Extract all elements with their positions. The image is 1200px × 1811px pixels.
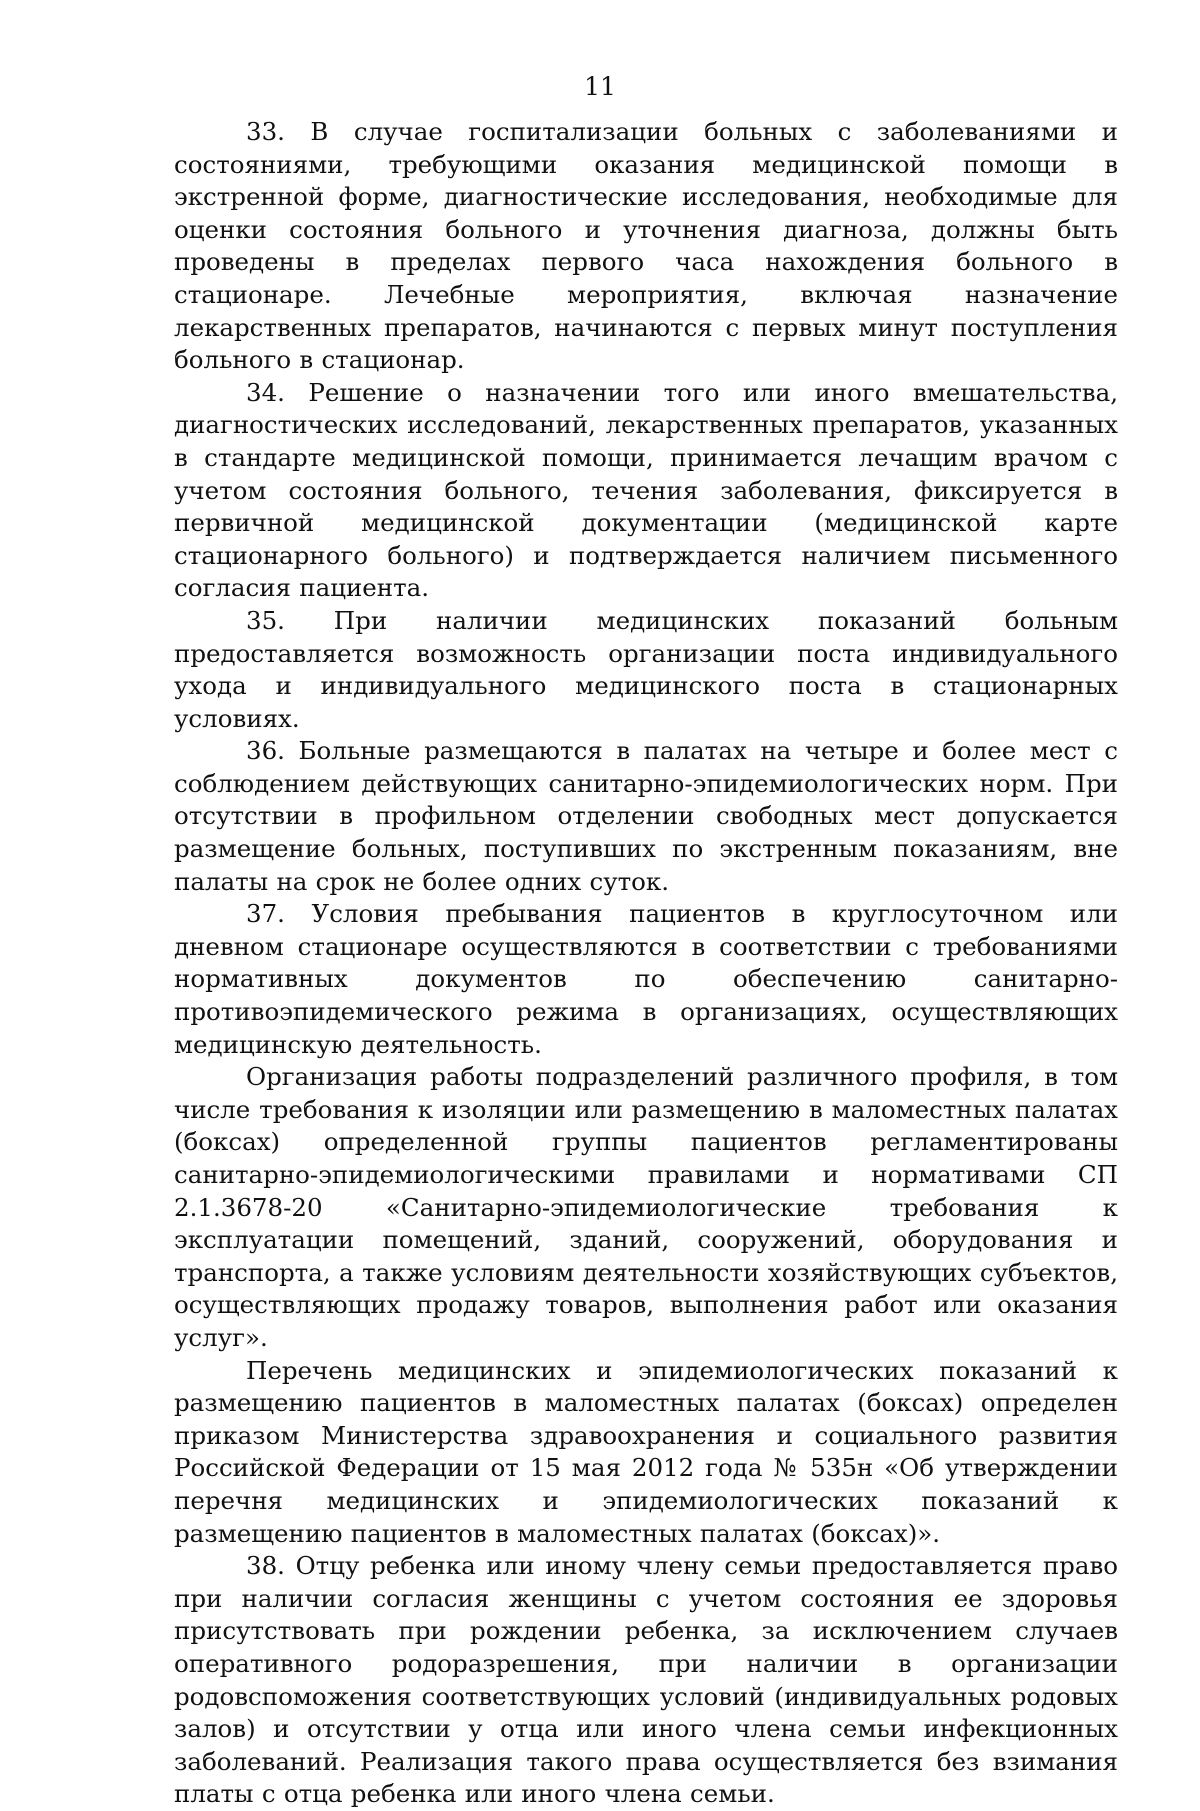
paragraph-37: 37. Условия пребывания пациентов в круглосуточном или дневном стационаре осуществляются в соответствии с требованиями нормативных документов по обеспечению санитарно-противоэпидемического режима в организациях, осуществляющих медицинскую деятельность.: [174, 899, 1118, 1059]
paragraph-37-organization: Организация работы подразделений различного профиля, в том числе требования к изоляции или размещению в маломестных палатах (боксах) определенной группы пациентов регламентированы санитарно-эпидемиологическими правилами и нормативами СП 2.1.3678-20 «Санитарно-эпидемиологические требования к эксплуатации помещений, зданий, сооружений, оборудования и транспорта, а также условиям деятельности хозяйствующих субъектов, осуществляющих продажу товаров, выполнения работ или оказания услуг».: [174, 1062, 1118, 1352]
page-number: 11: [584, 72, 616, 101]
paragraph-38: 38. Отцу ребенка или иному члену семьи предоставляется право при наличии согласия женщины с учетом состояния ее здоровья присутствовать при рождении ребенка, за исключением случаев оперативного родоразрешения, при наличии в организации родовспоможения соответствующих условий (индивидуальных родовых залов) и отсутствии у отца или иного члена семьи инфекционных заболеваний. Реализация такого права осуществляется без взимания платы с отца ребенка или иного члена семьи.: [174, 1551, 1118, 1809]
document-body: [174, 116, 1118, 1811]
paragraph-36: 36. Больные размещаются в палатах на четыре и более мест с соблюдением действующих санитарно-эпидемиологических норм. При отсутствии в профильном отделении свободных мест допускается размещение больных, поступивших по экстренным показаниям, вне палаты на срок не более одних суток.: [174, 736, 1118, 896]
paragraph-35: 35. При наличии медицинских показаний больным предоставляется возможность организации поста индивидуального ухода и индивидуального медицинского поста в стационарных условиях.: [174, 605, 1118, 733]
paragraph-33: 33. В случае госпитализации больных с заболеваниями и состояниями, требующими оказания медицинской помощи в экстренной форме, диагностические исследования, необходимые для оценки состояния больного и уточнения диагноза, должны быть проведены в пределах первого часа нахождения больного в стационаре. Лечебные мероприятия, включая назначение лекарственных препаратов, начинаются с первых минут поступления больного в стационар.: [174, 117, 1118, 375]
paragraph-37-list: Перечень медицинских и эпидемиологических показаний к размещению пациентов в маломестных палатах (боксах) определен приказом Министерства здравоохранения и социального развития Российской Федерации от 15 мая 2012 года № 535н «Об утверждении перечня медицинских и эпидемиологических показаний к размещению пациентов в маломестных палатах (боксах)».: [174, 1355, 1118, 1548]
paragraph-34: 34. Решение о назначении того или иного вмешательства, диагностических исследований, лекарственных препаратов, указанных в стандарте медицинской помощи, принимается лечащим врачом с учетом состояния больного, течения заболевания, фиксируется в первичной медицинской документации (медицинской карте стационарного больного) и подтверждается наличием письменного согласия пациента.: [174, 377, 1118, 603]
